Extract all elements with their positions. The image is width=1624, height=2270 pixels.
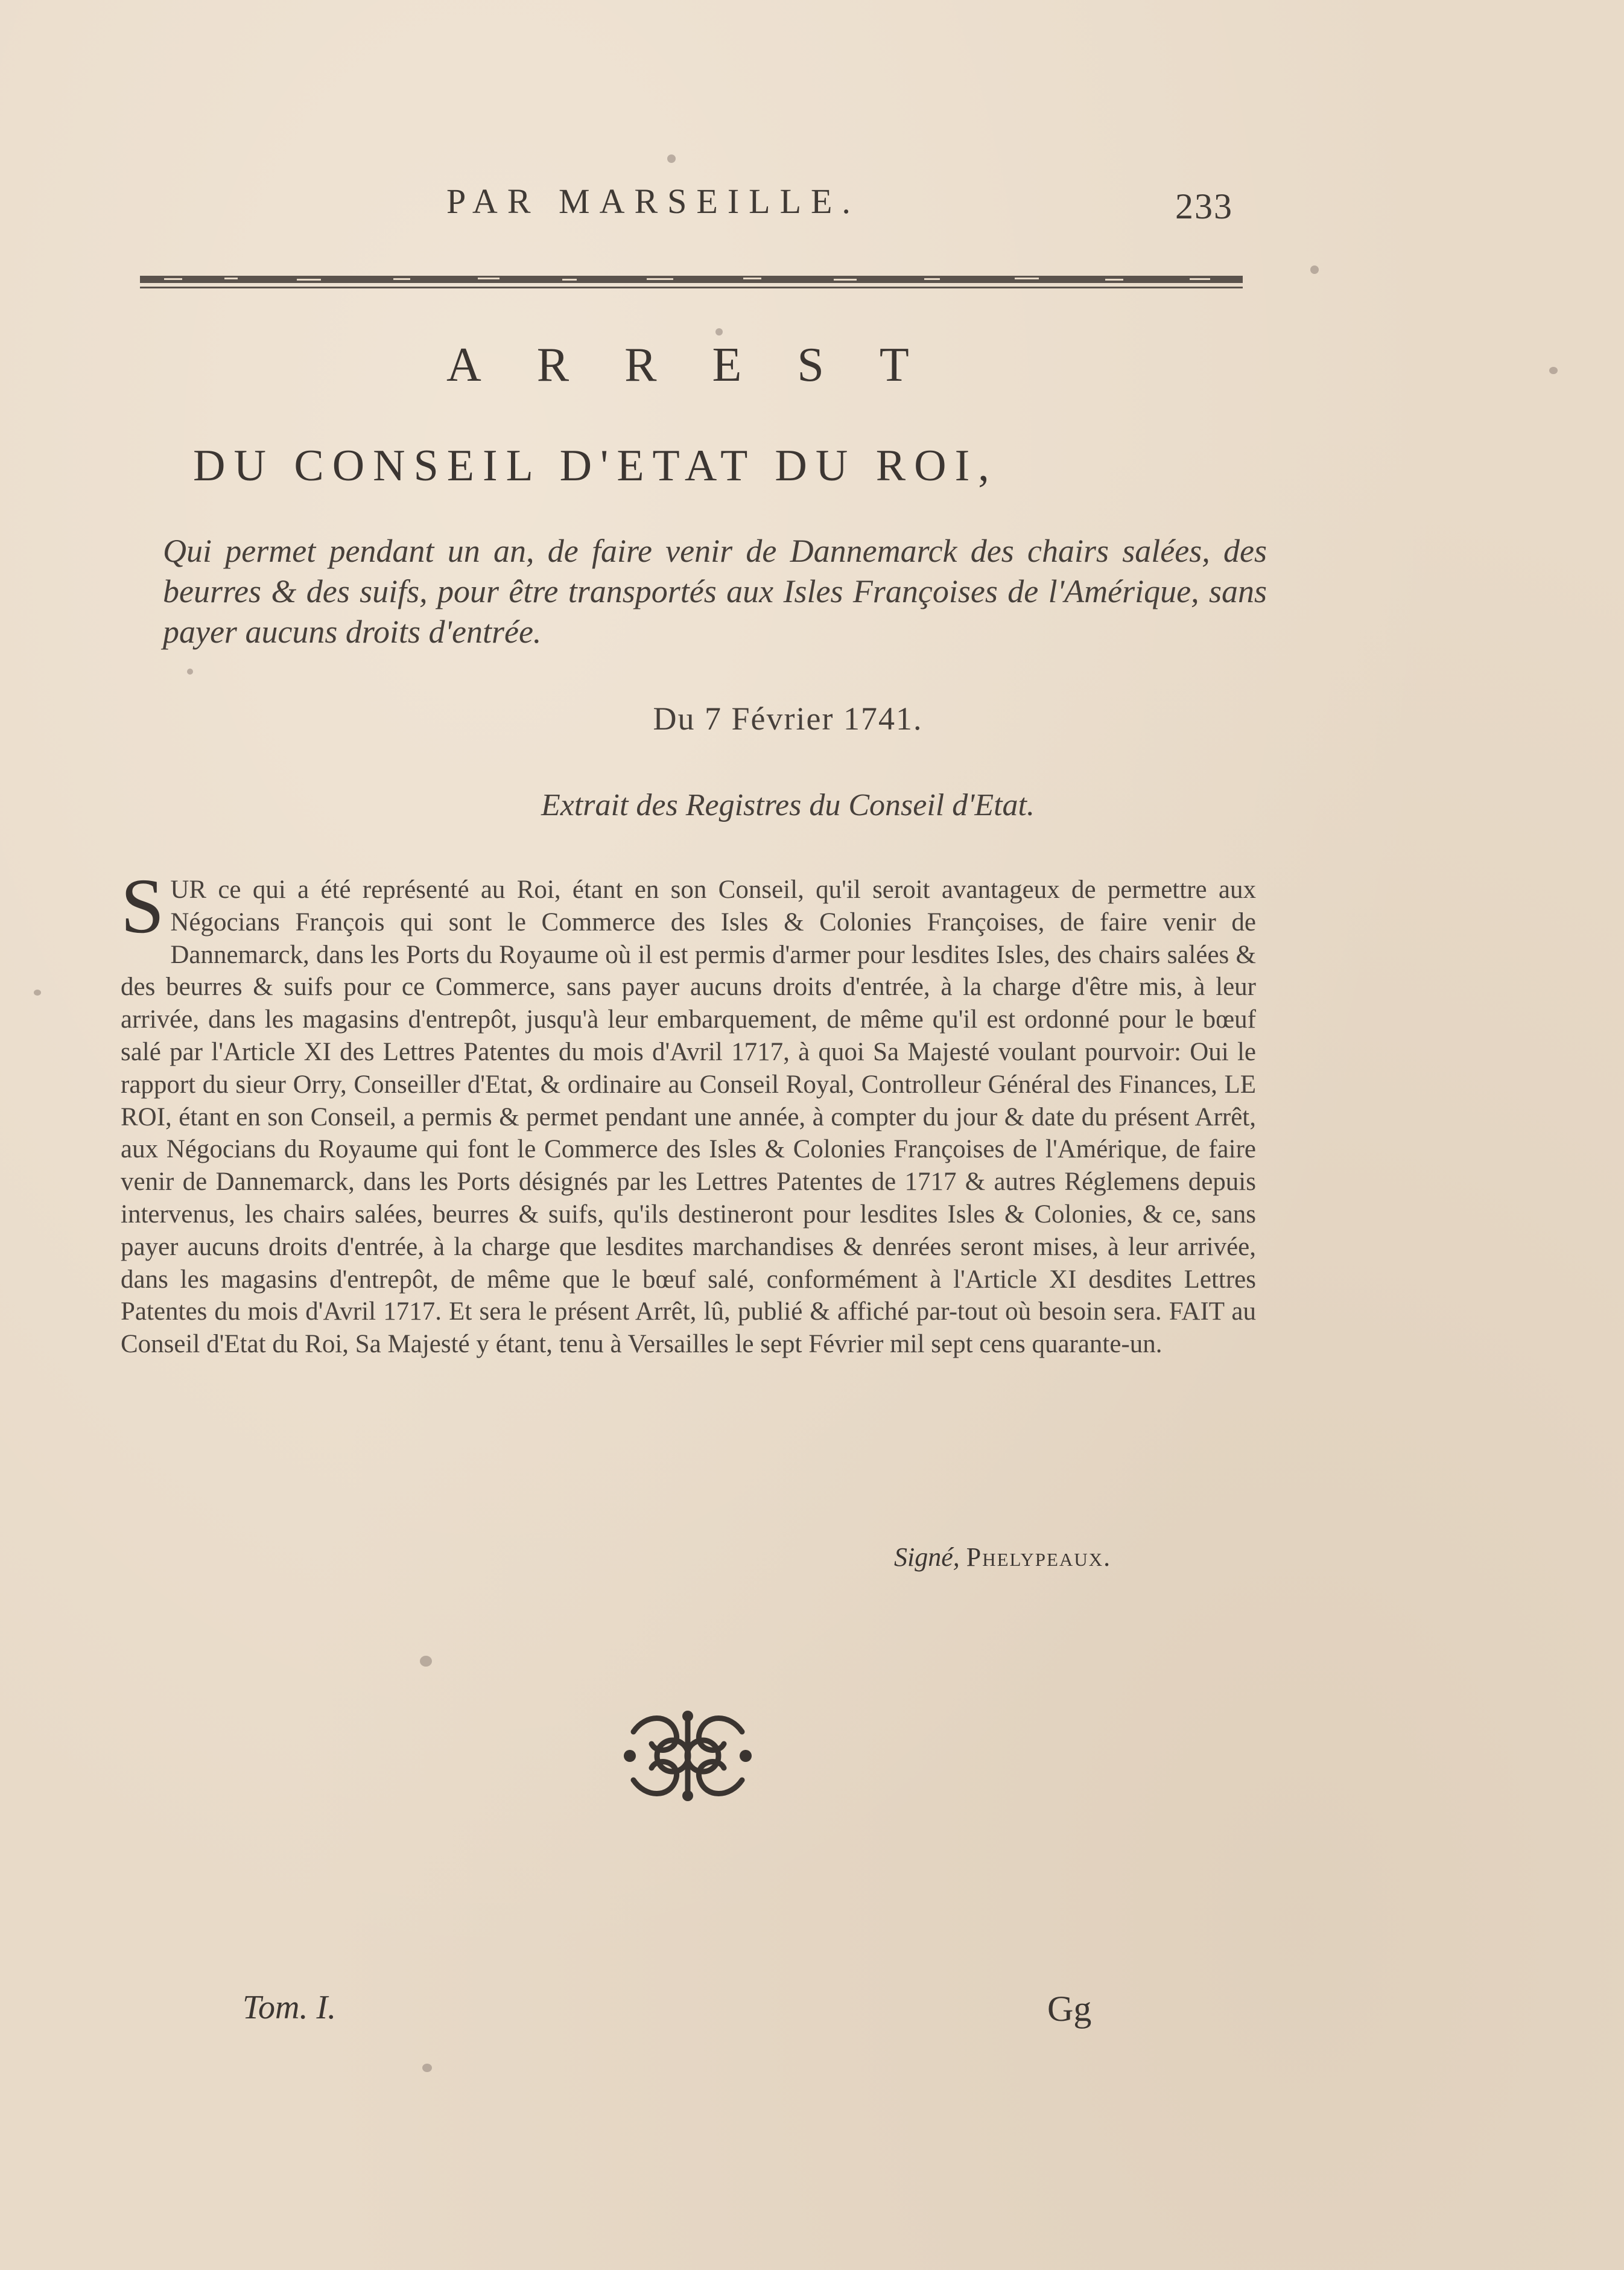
foxing-spot bbox=[1310, 265, 1319, 274]
date-text: Du 7 Février 1741. bbox=[653, 701, 923, 737]
extract-line bbox=[0, 787, 1624, 823]
signature-mark: Gg bbox=[1047, 1989, 1092, 2029]
running-title: PAR MARSEILLE. bbox=[446, 182, 860, 221]
date-line bbox=[0, 700, 1624, 737]
foxing-spot bbox=[420, 1656, 432, 1667]
summary-paragraph: Qui permet pendant un an, de faire venir de Dannemarck des chairs salées, des beurres & des suifs, pour être transportés aux Isles Françoises de l'Amérique, sans payer aucuns droits d'entrée. bbox=[163, 533, 1267, 650]
body-text: UR ce qui a été représenté au Roi, étant en son Conseil, qu'il seroit avantageux de permettre aux Négocians François qui sont le Commerce des Isles & Colonies Françoises, de faire venir de Dannemarck, dans les Ports du Royaume où il est permis d'armer pour lesdites Isles, des chairs salées & des beurres & suifs pour ce Commerce, sans payer aucuns droits d'entrée, à la charge d'être mis, à leur arrivée, dans les magasins d'entrepôt, jusqu'à leur embarquement, de même qu'il est ordonné pour le bœuf salé par l'Article XI des Lettres Patentes du mois d'Avril 1717, à quoi Sa Majesté voulant pourvoir: Oui le rapport du sieur Orry, Conseiller d'Etat, & ordinaire au Conseil Royal, Controlleur Général des Finances, LE ROI, étant en son Conseil, a permis & permet pendant une année, à compter du jour & date du présent Arrêt, aux Négocians du Royaume qui font le Commerce des Isles & Colonies Françoises de l'Amérique, de faire venir de Dannemarck, dans les Ports désignés par les Lettres Patentes de 1717 & autres Réglemens depuis intervenus, les chairs salées, beurres & suifs, qu'ils destineront pour lesdites Isles & Colonies, & ce, sans payer aucuns droits d'entrée, à la charge que lesdites marchandises & denrées seront mises, à leur arrivée, dans les magasins d'entrepôt, de même que le bœuf salé, conformément à l'Article XI desdites Lettres Patentes du mois d'Avril 1717. Et sera le présent Arrêt, lû, publié & affiché par-tout où besoin sera. FAIT au Conseil d'Etat du Roi, Sa Majesté y étant, tenu à Versailles le sept Février mil sept cens quarante-un. bbox=[121, 876, 1256, 1359]
page-number: 233 bbox=[1175, 186, 1233, 226]
foxing-spot bbox=[715, 328, 723, 335]
running-head bbox=[0, 181, 1624, 229]
body-paragraph bbox=[121, 863, 1256, 1361]
foxing-spot bbox=[667, 154, 676, 163]
foxing-spot bbox=[34, 990, 41, 996]
foxing-spot bbox=[422, 2064, 432, 2072]
signature-label: Signé, bbox=[894, 1542, 960, 1572]
signature bbox=[894, 1542, 1111, 1572]
drop-cap: S bbox=[121, 863, 165, 950]
ornament-icon bbox=[621, 1708, 754, 1804]
conseil-heading: DU CONSEIL D'ETAT DU ROI, bbox=[193, 441, 998, 491]
signatory-name: Phelypeaux. bbox=[966, 1542, 1112, 1572]
foxing-spot bbox=[187, 669, 193, 675]
foxing-spot bbox=[1549, 367, 1558, 374]
volume-label: Tom. I. bbox=[243, 1989, 337, 2026]
arrest-heading-text: ARREST bbox=[446, 339, 965, 392]
extract-text: Extrait des Registres du Conseil d'Etat. bbox=[541, 788, 1035, 822]
decorative-rule bbox=[140, 275, 1243, 290]
